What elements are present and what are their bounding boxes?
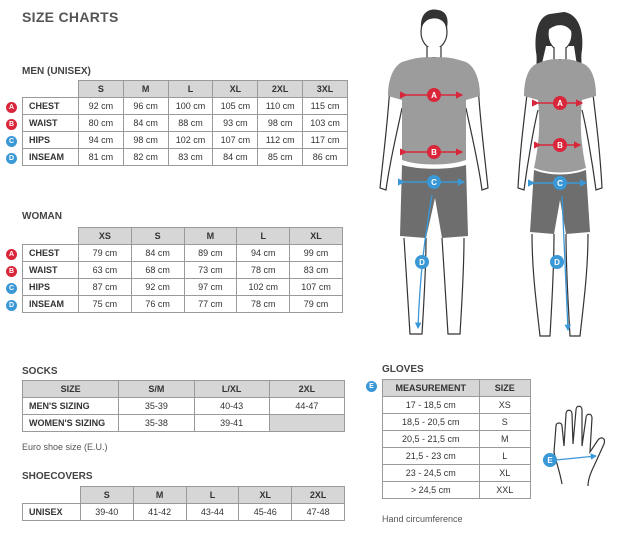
size-header: 3XL bbox=[303, 81, 348, 98]
size-value: 84 cm bbox=[213, 149, 258, 166]
row-label: UNISEX bbox=[23, 504, 81, 521]
size-value: 75 cm bbox=[78, 296, 131, 313]
badge-c: C bbox=[6, 136, 17, 147]
glove-measurement: > 24,5 cm bbox=[383, 482, 480, 499]
row-label: CHEST bbox=[23, 98, 79, 115]
row-label: CHEST bbox=[23, 245, 79, 262]
size-header: L bbox=[237, 228, 290, 245]
glove-size: S bbox=[479, 414, 530, 431]
size-value: 81 cm bbox=[78, 149, 123, 166]
badge-d: D bbox=[6, 153, 17, 164]
size-value: 117 cm bbox=[303, 132, 348, 149]
measurement-row-chest bbox=[23, 245, 343, 262]
gloves-row bbox=[383, 448, 531, 465]
gloves-header-cell: MEASUREMENT bbox=[383, 380, 480, 397]
measurement-row-waist bbox=[23, 262, 343, 279]
size-value: 78 cm bbox=[237, 296, 290, 313]
woman-figure bbox=[518, 12, 602, 336]
size-header: XL bbox=[213, 81, 258, 98]
row-label: WAIST bbox=[23, 115, 79, 132]
socks-size-table bbox=[22, 380, 345, 432]
shoecovers-size-table bbox=[22, 486, 345, 521]
glove-measurement: 17 - 18,5 cm bbox=[383, 397, 480, 414]
size-value: 102 cm bbox=[237, 279, 290, 296]
man-badge-b: B bbox=[431, 148, 437, 157]
gloves-row bbox=[383, 397, 531, 414]
socks-header-cell: S/M bbox=[119, 381, 194, 398]
gloves-heading: GLOVES bbox=[382, 364, 424, 375]
row-label: INSEAM bbox=[23, 149, 79, 166]
size-value: 63 cm bbox=[78, 262, 131, 279]
size-value: 94 cm bbox=[237, 245, 290, 262]
size-value: 110 cm bbox=[258, 98, 303, 115]
socks-value bbox=[269, 415, 344, 432]
row-label: HIPS bbox=[23, 279, 79, 296]
men-heading: MEN (UNISEX) bbox=[22, 66, 91, 77]
woman-heading: WOMAN bbox=[22, 211, 62, 222]
shoecover-value: 43-44 bbox=[186, 504, 239, 521]
badge-a: A bbox=[6, 249, 17, 260]
size-header: L bbox=[186, 487, 239, 504]
man-badge-c: C bbox=[431, 178, 437, 187]
shoecover-value: 41-42 bbox=[133, 504, 186, 521]
size-value: 85 cm bbox=[258, 149, 303, 166]
row-label: HIPS bbox=[23, 132, 79, 149]
socks-header-cell: 2XL bbox=[269, 381, 344, 398]
page-title: SIZE CHARTS bbox=[22, 9, 119, 25]
size-value: 84 cm bbox=[123, 115, 168, 132]
size-value: 86 cm bbox=[303, 149, 348, 166]
gloves-size-table bbox=[382, 379, 531, 499]
badge-a: A bbox=[6, 102, 17, 113]
size-value: 83 cm bbox=[168, 149, 213, 166]
size-header: M bbox=[184, 228, 237, 245]
size-value: 77 cm bbox=[184, 296, 237, 313]
woman-size-table bbox=[22, 227, 343, 313]
gloves-header-cell: SIZE bbox=[479, 380, 530, 397]
size-value: 89 cm bbox=[184, 245, 237, 262]
measurement-row-hips bbox=[23, 279, 343, 296]
glove-measurement: 21,5 - 23 cm bbox=[383, 448, 480, 465]
body-measurement-figures bbox=[360, 0, 619, 360]
badge-c: C bbox=[6, 283, 17, 294]
size-value: 84 cm bbox=[131, 245, 184, 262]
shoecover-value: 47-48 bbox=[292, 504, 345, 521]
socks-header-cell: SIZE bbox=[23, 381, 119, 398]
size-value: 96 cm bbox=[123, 98, 168, 115]
man-figure bbox=[380, 10, 488, 334]
size-header: S bbox=[131, 228, 184, 245]
size-value: 99 cm bbox=[290, 245, 343, 262]
woman-badge-a: A bbox=[557, 99, 563, 108]
shoecovers-row bbox=[23, 504, 345, 521]
size-header: S bbox=[80, 487, 133, 504]
size-header: 2XL bbox=[292, 487, 345, 504]
glove-size: XXL bbox=[479, 482, 530, 499]
row-label: MEN'S SIZING bbox=[23, 398, 119, 415]
socks-row bbox=[23, 398, 345, 415]
badge-d: D bbox=[6, 300, 17, 311]
glove-size: XS bbox=[479, 397, 530, 414]
gloves-row bbox=[383, 414, 531, 431]
size-value: 105 cm bbox=[213, 98, 258, 115]
size-header: M bbox=[123, 81, 168, 98]
size-header: S bbox=[78, 81, 123, 98]
measurement-row-hips bbox=[23, 132, 348, 149]
socks-heading: SOCKS bbox=[22, 366, 58, 377]
size-value: 80 cm bbox=[78, 115, 123, 132]
gloves-row bbox=[383, 431, 531, 448]
woman-header-row bbox=[23, 228, 343, 245]
size-value: 98 cm bbox=[258, 115, 303, 132]
badge-b: B bbox=[6, 266, 17, 277]
man-badge-d: D bbox=[419, 258, 425, 267]
gloves-note: Hand circumference bbox=[382, 514, 463, 524]
size-value: 79 cm bbox=[78, 245, 131, 262]
measurement-row-inseam bbox=[23, 296, 343, 313]
size-value: 98 cm bbox=[123, 132, 168, 149]
size-value: 87 cm bbox=[78, 279, 131, 296]
measurement-row-inseam bbox=[23, 149, 348, 166]
gloves-row bbox=[383, 482, 531, 499]
size-value: 76 cm bbox=[131, 296, 184, 313]
size-value: 78 cm bbox=[237, 262, 290, 279]
glove-measurement: 20,5 - 21,5 cm bbox=[383, 431, 480, 448]
men-size-table bbox=[22, 80, 348, 166]
size-value: 115 cm bbox=[303, 98, 348, 115]
socks-value: 35-39 bbox=[119, 398, 194, 415]
size-value: 102 cm bbox=[168, 132, 213, 149]
socks-row bbox=[23, 415, 345, 432]
size-value: 73 cm bbox=[184, 262, 237, 279]
gloves-badge-e: E bbox=[366, 381, 377, 392]
corner-cell bbox=[23, 228, 79, 245]
size-header: XS bbox=[78, 228, 131, 245]
glove-measurement: 23 - 24,5 cm bbox=[383, 465, 480, 482]
glove-size: M bbox=[479, 431, 530, 448]
socks-value: 44-47 bbox=[269, 398, 344, 415]
size-value: 88 cm bbox=[168, 115, 213, 132]
socks-value: 40-43 bbox=[194, 398, 269, 415]
gloves-row bbox=[383, 465, 531, 482]
shoecover-value: 39-40 bbox=[80, 504, 133, 521]
size-value: 107 cm bbox=[213, 132, 258, 149]
size-header: 2XL bbox=[258, 81, 303, 98]
size-value: 79 cm bbox=[290, 296, 343, 313]
hand-badge-e: E bbox=[547, 456, 553, 465]
shoecovers-header-row bbox=[23, 487, 345, 504]
glove-size: L bbox=[479, 448, 530, 465]
woman-badge-b: B bbox=[557, 141, 563, 150]
row-label: WOMEN'S SIZING bbox=[23, 415, 119, 432]
row-label: WAIST bbox=[23, 262, 79, 279]
size-value: 93 cm bbox=[213, 115, 258, 132]
size-header: XL bbox=[239, 487, 292, 504]
corner-cell bbox=[23, 81, 79, 98]
gloves-header-row bbox=[383, 380, 531, 397]
size-value: 94 cm bbox=[78, 132, 123, 149]
size-header: L bbox=[168, 81, 213, 98]
woman-badge-c: C bbox=[557, 179, 563, 188]
size-value: 103 cm bbox=[303, 115, 348, 132]
size-value: 97 cm bbox=[184, 279, 237, 296]
size-header: XL bbox=[290, 228, 343, 245]
socks-header-row bbox=[23, 381, 345, 398]
badge-b: B bbox=[6, 119, 17, 130]
measurement-row-waist bbox=[23, 115, 348, 132]
socks-header-cell: L/XL bbox=[194, 381, 269, 398]
size-value: 112 cm bbox=[258, 132, 303, 149]
corner-cell bbox=[23, 487, 81, 504]
shoecovers-heading: SHOECOVERS bbox=[22, 471, 93, 482]
size-value: 100 cm bbox=[168, 98, 213, 115]
size-value: 92 cm bbox=[131, 279, 184, 296]
row-label: INSEAM bbox=[23, 296, 79, 313]
hand-figure bbox=[540, 400, 616, 490]
glove-size: XL bbox=[479, 465, 530, 482]
shoecover-value: 45-46 bbox=[239, 504, 292, 521]
size-value: 68 cm bbox=[131, 262, 184, 279]
socks-note: Euro shoe size (E.U.) bbox=[22, 442, 108, 452]
size-value: 83 cm bbox=[290, 262, 343, 279]
size-value: 82 cm bbox=[123, 149, 168, 166]
man-badge-a: A bbox=[431, 91, 437, 100]
glove-measurement: 18,5 - 20,5 cm bbox=[383, 414, 480, 431]
size-value: 107 cm bbox=[290, 279, 343, 296]
socks-value: 39-41 bbox=[194, 415, 269, 432]
size-value: 92 cm bbox=[78, 98, 123, 115]
measurement-row-chest bbox=[23, 98, 348, 115]
socks-value: 35-38 bbox=[119, 415, 194, 432]
men-header-row bbox=[23, 81, 348, 98]
size-header: M bbox=[133, 487, 186, 504]
woman-badge-d: D bbox=[554, 258, 560, 267]
